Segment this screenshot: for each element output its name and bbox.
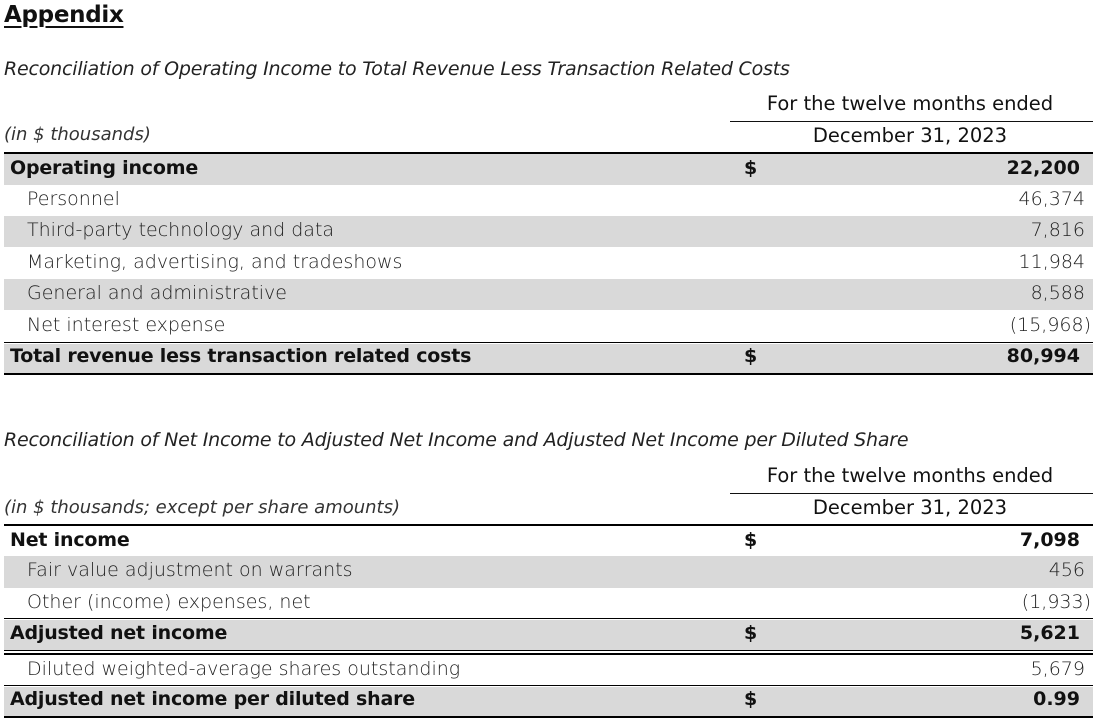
row-label: Other (income) expenses, net [27, 591, 311, 613]
row-value: 0.99 [1033, 688, 1080, 710]
row-label: Adjusted net income [10, 622, 228, 644]
row-label: Fair value adjustment on warrants [27, 559, 353, 581]
table1-period-header: For the twelve months ended [766, 92, 1054, 115]
table2-bottom-rule [4, 716, 1093, 718]
page-title: Appendix [4, 2, 124, 28]
table-row-operating-income [4, 154, 1093, 185]
table-row-general-admin [4, 279, 1093, 310]
currency-symbol: $ [744, 622, 758, 644]
row-value: 11,984 [1018, 251, 1085, 273]
row-label: Net interest expense [27, 314, 226, 336]
currency-symbol: $ [744, 157, 758, 179]
table2-units: (in $ thousands; except per share amounts) [4, 497, 401, 518]
table1-date-header: December 31, 2023 [812, 124, 1008, 147]
table1-bottom-rule [4, 373, 1093, 375]
row-value: 22,200 [1006, 157, 1080, 179]
table-row-personnel [4, 185, 1093, 216]
row-label: General and administrative [27, 282, 287, 304]
row-value: 456 [1048, 559, 1085, 581]
table2-caption: Reconciliation of Net Income to Adjusted Net Income and Adjusted Net Income per Diluted Share [4, 429, 909, 451]
table-row-net-interest [4, 311, 1093, 342]
row-value: 7,098 [1019, 529, 1080, 551]
row-value: 80,994 [1006, 345, 1080, 367]
table-row-other-income [4, 588, 1093, 618]
table1-subtotal-rule [4, 342, 1093, 343]
row-label: Marketing, advertising, and tradeshows [27, 251, 403, 273]
table-row-diluted-shares [4, 655, 1093, 685]
row-label: Third-party technology and data [27, 219, 335, 241]
table-row-fair-value [4, 556, 1093, 588]
table1-caption: Reconciliation of Operating Income to Total Revenue Less Transaction Related Costs [4, 58, 790, 80]
row-label: Operating income [10, 157, 199, 179]
row-label: Net income [10, 529, 130, 551]
table2-double-rule-top [4, 650, 1093, 651]
table-row-marketing [4, 248, 1093, 279]
currency-symbol: $ [744, 529, 758, 551]
row-value: 5,679 [1030, 658, 1085, 680]
currency-symbol: $ [744, 345, 758, 367]
table-row-adjusted-net-income [4, 620, 1093, 650]
table2-subtotal-rule [4, 618, 1093, 619]
row-label: Adjusted net income per diluted share [10, 688, 415, 710]
table2-period-header: For the twelve months ended [766, 464, 1054, 487]
row-value: 7,816 [1030, 219, 1085, 241]
row-label: Diluted weighted-average shares outstanding [27, 658, 461, 680]
table2-header-rule [730, 493, 1093, 494]
row-value: 8,588 [1030, 282, 1085, 304]
table1-units: (in $ thousands) [4, 124, 151, 145]
row-label: Total revenue less transaction related costs [10, 345, 472, 367]
row-value: 46,374 [1018, 188, 1085, 210]
table-row-net-income [4, 526, 1093, 556]
table1-header-rule [730, 121, 1093, 122]
row-value: 5,621 [1019, 622, 1080, 644]
row-value: (1,933) [1021, 591, 1091, 613]
table2-date-header: December 31, 2023 [812, 496, 1008, 519]
table-row-third-party [4, 216, 1093, 247]
table-row-total-revenue [4, 344, 1093, 373]
table2-per-share-rule [4, 685, 1093, 686]
row-label: Personnel [27, 188, 120, 210]
currency-symbol: $ [744, 688, 758, 710]
row-value: (15,968) [1009, 314, 1091, 336]
table-row-per-diluted-share [4, 687, 1093, 716]
